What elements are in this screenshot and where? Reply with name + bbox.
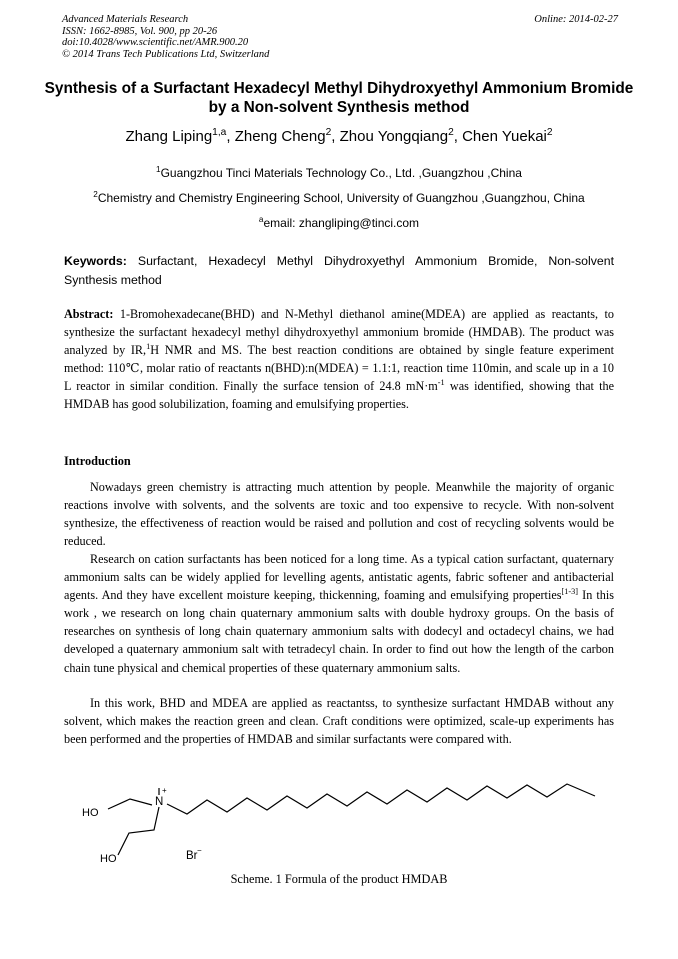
keywords-label: Keywords: — [64, 254, 127, 268]
intro-paragraph-3: In this work, BHD and MDEA are applied as reactantss, to synthesize surfactant HMDAB without any solvent, which makes the reaction green and clean. Craft conditions were optimized, scale-up experiments has been performed and the properties of HMDAB and similar surfactants were compared with. — [64, 696, 614, 747]
journal-name: Advanced Materials Research — [62, 14, 189, 25]
author-name: Zheng Cheng — [234, 128, 326, 145]
intro-paragraph-2: Research on cation surfactants has been noticed for a long time. As a typical cation surfactant, quaternary ammonium salts can be widely applied for levelling agents, antistatic agents, fabric softener and antibacterial agents. And they have excellent moisture keeping, thickenning, foaming and emulsifying properties[1-3] In this work , we research on long chain quaternary ammonium salts with double hydroxy groups. On the basis of researches on synthesis of long chain quaternary ammonium salts with dodecyl and octadecyl chains, we had developed a quaternary ammonium salt with tetradecyl chain. In order to find out how the length of the carbon chain tune physical and chemical properties of these quaternary ammonium salts. — [64, 552, 614, 675]
doi-line: doi:10.4028/www.scientific.net/AMR.900.20 — [62, 37, 249, 49]
bromide-label: Br — [186, 850, 198, 862]
scheme-caption: Scheme. 1 Formula of the product HMDAB — [230, 872, 448, 886]
structural-formula-diagram — [76, 783, 606, 873]
copyright-line: © 2014 Trans Tech Publications Ltd, Switzerland — [62, 48, 270, 60]
author-name: Zhou Yongqiang — [339, 128, 449, 145]
citation-ref: [1-3] — [561, 587, 579, 597]
author-affiliation-mark: 2 — [325, 127, 332, 138]
author-affiliation-mark: 1,a — [212, 127, 227, 138]
author-list: Zhang Liping$^{1,a}$, Zheng Cheng$^2$, Zhou Yongqiang$^2$, Chen Yuekai$^2$ — [125, 127, 553, 145]
intro-paragraph-1: Nowadays green chemistry is attracting much attention by people. Meanwhile the majority of organic reactions involve with solvents, and the solvents are toxic and too expensive to recycle. With non-solvent synthesize, the effectiveness of reaction would be raised and pollution and cost of recycling solvents would be reduced. — [64, 480, 614, 549]
author-affiliation-mark: 2 — [546, 127, 553, 138]
negative-charge-label: − — [197, 846, 202, 855]
bond-lines — [108, 784, 595, 855]
hydroxyl-label-lower: HO — [100, 853, 117, 865]
hexadecyl-chain — [167, 784, 595, 814]
affiliation-1: $^1$Guangzhou Tinci Materials Technology Co., Ltd. ,Guangzhou ,China — [156, 165, 522, 180]
affiliation-2: $^2$Chemistry and Chemistry Engineering School, University of Guangzhou ,Guangzhou, China — [93, 190, 585, 205]
online-date: Online: 2014-02-27 — [534, 14, 618, 25]
abstract-label: Abstract: — [64, 307, 114, 321]
hydroxyl-label-upper: HO — [82, 807, 99, 819]
positive-charge-label: + — [162, 786, 167, 795]
section-heading-introduction: Introduction — [64, 454, 131, 468]
author-name: Chen Yuekai — [462, 128, 547, 145]
author-affiliation-mark: 2 — [448, 127, 454, 138]
corresponding-email: $^a$email: zhangliping@tinci.com — [258, 215, 420, 230]
author-name: Zhang Liping — [125, 128, 213, 145]
paper-title: Synthesis of a Surfactant Hexadecyl Methyl Dihydroxyethyl Ammonium Bromide by a Non-solvent Synthesis method — [44, 80, 634, 116]
nitrogen-label: N — [155, 796, 164, 808]
hydroxyethyl-arm-lower — [118, 807, 159, 855]
issn-line: ISSN: 1662-8985, Vol. 900, pp 20-26 — [62, 25, 218, 37]
abstract: Abstract: 1-Bromohexadecane(BHD) and N-Methyl diethanol amine(MDEA) are applied as reactants, to synthesize the surfactant hexadecyl methyl dihydroxyethyl ammonium bromide (HMDAB). The product was analyzed by IR,$^1$H NMR and MS. The best reaction conditions are obtained by single feature experiment method: 110℃, molar ratio of reactants n(BHD):n(MDEA) = 1.1:1, reaction time 110min, and scale up in a 10 L reactor in similar condition. Finally the surface tension of 24.8 $mN\cdot m^{-1}$ was identified, showing that the HMDAB has good solubilization, foaming and emulsifying properties. — [64, 307, 614, 412]
keywords: Keywords: Surfactant, Hexadecyl Methyl Dihydroxyethyl Ammonium Bromide, Non-solvent Synthesis method — [64, 254, 614, 287]
journal-header — [62, 14, 618, 60]
hydroxyethyl-arm-upper — [108, 799, 152, 809]
